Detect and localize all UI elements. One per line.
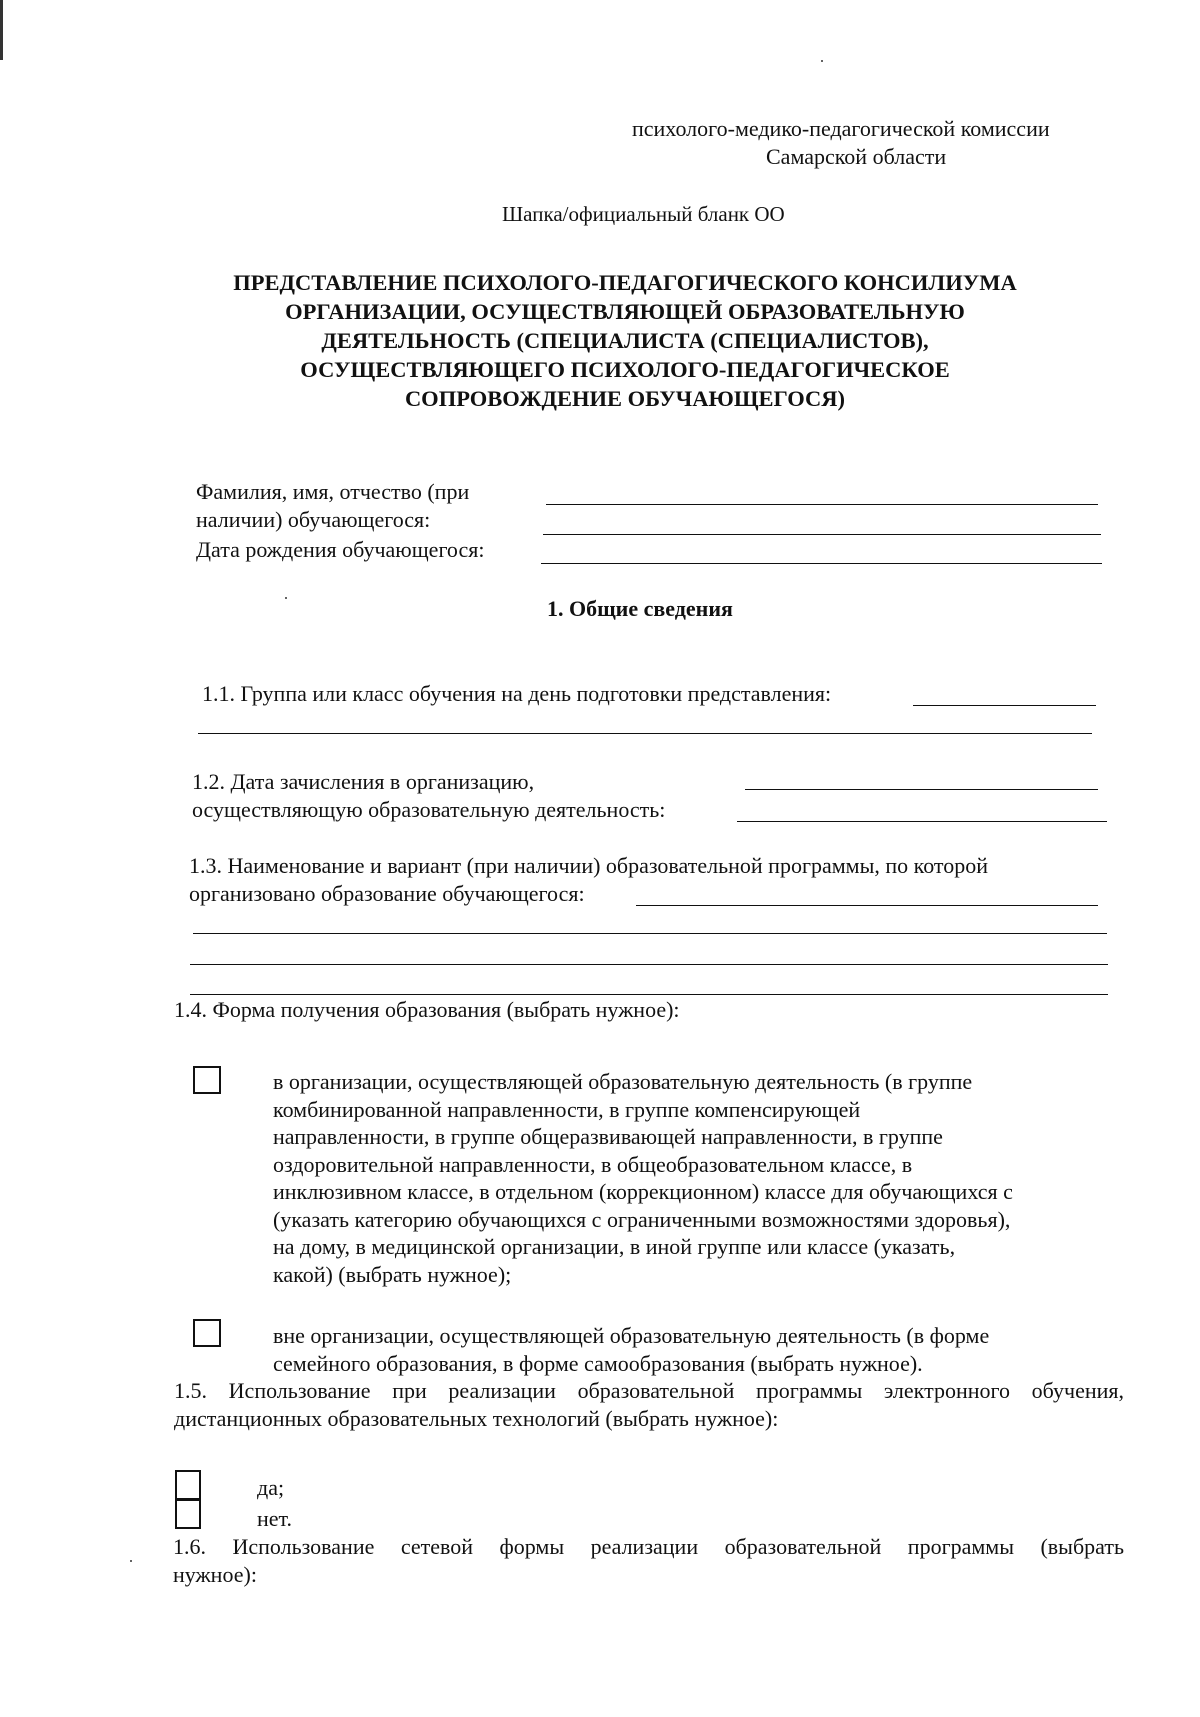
addressee-line-1: психолого-медико-педагогической комиссии: [632, 116, 1050, 141]
section-title: 1. Общие сведения: [547, 596, 733, 621]
item-1-3-label: 1.3. Наименование и вариант (при наличии) образовательной программы, по которой: [189, 853, 989, 878]
scan-speck: [285, 597, 287, 599]
scan-edge-mark: [0, 0, 3, 60]
student-name-label: наличии) обучающегося:: [196, 507, 431, 532]
title-line: ДЕЯТЕЛЬНОСТЬ (СПЕЦИАЛИСТА (СПЕЦИАЛИСТОВ),: [321, 328, 929, 353]
item-1-6-label: 1.6. Использование сетевой формы реализации образовательной программы (выбрать: [173, 1534, 1124, 1559]
option-text-line: инклюзивном классе, в отдельном (коррекционном) классе для обучающихся с: [273, 1179, 1013, 1204]
option-text-line: вне организации, осуществляющей образовательную деятельность (в форме: [273, 1323, 990, 1348]
student-name-label: Фамилия, имя, отчество (при: [196, 479, 470, 504]
option-text-line: в организации, осуществляющей образовательную деятельность (в группе: [273, 1069, 973, 1094]
student-name-field[interactable]: [543, 534, 1101, 535]
letterhead-note: Шапка/официальный бланк ОО: [502, 202, 785, 226]
option-outside-organization-text: [273, 1322, 989, 1377]
item-1-2-label: осуществляющую образовательную деятельность:: [192, 797, 666, 822]
option-outside-organization-checkbox[interactable]: [193, 1319, 221, 1347]
item-1-5-label: дистанционных образовательных технологий (выбрать нужное):: [174, 1406, 779, 1431]
title-line: ПРЕДСТАВЛЕНИЕ ПСИХОЛОГО-ПЕДАГОГИЧЕСКОГО КОНСИЛИУМА: [233, 270, 1017, 295]
student-name-field[interactable]: [546, 504, 1098, 505]
addressee-line-2: Самарской области: [766, 144, 947, 169]
option-text-line: оздоровительной направленности, в общеобразовательном классе, в: [273, 1151, 913, 1177]
item-1-5-label: 1.5. Использование при реализации образовательной программы электронного обучения,: [174, 1378, 1124, 1403]
option-text-line: на дому, в медицинской организации, в иной группе или классе (указать,: [273, 1234, 956, 1259]
title-line: ОСУЩЕСТВЛЯЮЩЕГО ПСИХОЛОГО-ПЕДАГОГИЧЕСКОЕ: [300, 357, 950, 382]
class-field[interactable]: [198, 733, 1092, 734]
elearning-no-label: нет.: [257, 1506, 292, 1531]
document-title: [180, 268, 1070, 413]
item-1-2-label: 1.2. Дата зачисления в организацию,: [192, 769, 535, 794]
option-in-organization-text: [273, 1068, 1013, 1288]
item-1-3-label: организовано образование обучающегося:: [189, 881, 585, 906]
enrollment-date-field[interactable]: [745, 789, 1098, 790]
class-field[interactable]: [913, 705, 1096, 706]
item-1-1-label: 1.1. Группа или класс обучения на день подготовки представления:: [202, 681, 832, 706]
option-text-line: (указать категорию обучающихся с ограниченными возможностями здоровья),: [273, 1206, 1011, 1232]
birthdate-label: Дата рождения обучающегося:: [196, 537, 485, 562]
item-1-4-label: 1.4. Форма получения образования (выбрать нужное):: [174, 997, 680, 1022]
scan-speck: [821, 60, 823, 62]
item-1-6-label: нужное):: [173, 1562, 257, 1587]
option-text-line: комбинированной направленности, в группе компенсирующей: [273, 1096, 861, 1122]
option-text-line: направленности, в группе общеразвивающей направленности, в группе: [273, 1124, 943, 1149]
program-field[interactable]: [636, 905, 1098, 906]
option-in-organization-checkbox[interactable]: [193, 1066, 221, 1094]
elearning-yes-checkbox[interactable]: [175, 1470, 201, 1500]
title-line: СОПРОВОЖДЕНИЕ ОБУЧАЮЩЕГОСЯ): [404, 386, 846, 411]
enrollment-date-field[interactable]: [737, 821, 1107, 822]
birthdate-field[interactable]: [541, 563, 1102, 564]
option-text-line: семейного образования, в форме самообразования (выбрать нужное).: [273, 1350, 923, 1376]
title-line: ОРГАНИЗАЦИИ, ОСУЩЕСТВЛЯЮЩЕЙ ОБРАЗОВАТЕЛЬНУЮ: [285, 299, 965, 324]
scan-speck: [130, 1560, 132, 1562]
elearning-no-checkbox[interactable]: [175, 1499, 201, 1529]
program-field[interactable]: [193, 933, 1107, 934]
program-field[interactable]: [190, 994, 1108, 995]
program-field[interactable]: [190, 964, 1108, 965]
elearning-yes-label: да;: [257, 1475, 285, 1500]
option-text-line: какой) (выбрать нужное);: [273, 1261, 512, 1287]
